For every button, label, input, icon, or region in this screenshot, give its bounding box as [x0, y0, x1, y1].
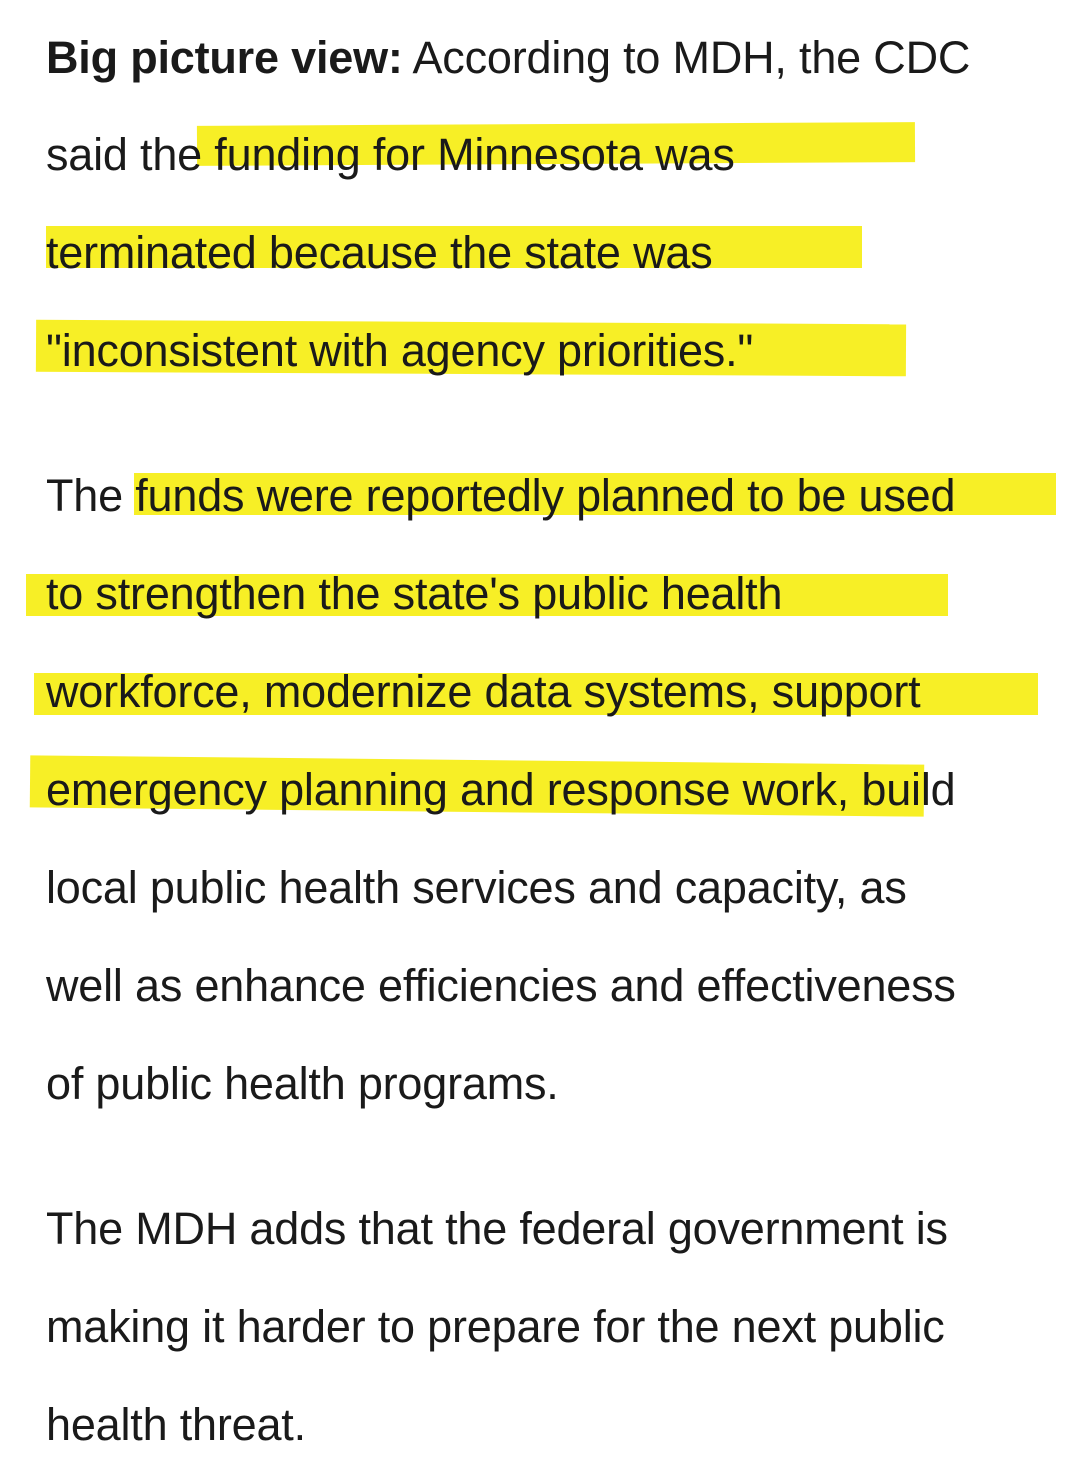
paragraph-2-line-4: emergency planning and response work, build [46, 764, 956, 815]
paragraph-3-line-1: The MDH adds that the federal government is [46, 1203, 948, 1254]
paragraph-2-line-1: The funds were reportedly planned to be used [46, 470, 956, 521]
paragraph-1-line-4: "inconsistent with agency priorities." [46, 325, 754, 376]
paragraph-3-line-3: health threat. [46, 1399, 306, 1450]
paragraph-2-line-2: to strengthen the state's public health [46, 568, 783, 619]
paragraph-3-line-2: making it harder to prepare for the next public [46, 1301, 945, 1352]
lead-label: Big picture view: [46, 32, 403, 83]
paragraph-2-line-6: well as enhance efficiencies and effectiveness [46, 960, 956, 1011]
paragraph-1-line-2: said the funding for Minnesota was [46, 129, 735, 180]
paragraph-2-line-3: workforce, modernize data systems, support [46, 666, 921, 717]
paragraph-2-line-7: of public health programs. [46, 1058, 559, 1109]
paragraph-1-line-1 [46, 30, 970, 86]
paragraph-2-line-5: local public health services and capacity, as [46, 862, 907, 913]
line-text: According to MDH, the CDC [402, 32, 971, 83]
paragraph-1-line-3: terminated because the state was [46, 227, 713, 278]
